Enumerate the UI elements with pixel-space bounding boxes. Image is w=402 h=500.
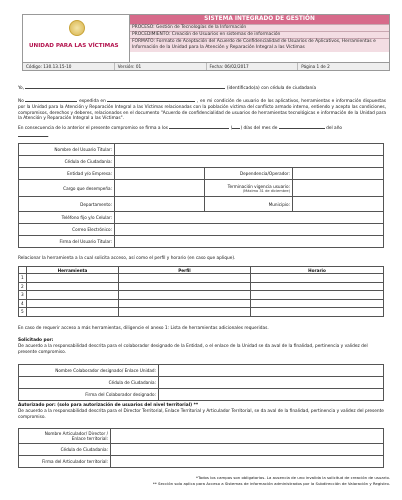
position-label: Cargo que desempeña: [19,180,115,197]
issued-label: expedida en [79,99,106,104]
tool-cell[interactable] [27,299,119,308]
collaborator-signature-label: Firma del Colaborador designado: [19,389,159,401]
articulator-id-field[interactable] [111,444,384,456]
requested-table [18,364,384,401]
articulator-name-label-1: Nombre Articulador/ Director / [44,431,108,436]
user-signature-field[interactable] [115,236,384,248]
phone-label: Teléfono fijo y/o Celular: [19,212,115,224]
footnote-1: *Todos los campos son obligatorios. La ausencia de uno invalida la solicitud de creación de usuario. [196,475,390,480]
schedule-cell[interactable] [251,291,384,300]
tools-table [18,266,384,317]
id-number-blank[interactable] [25,97,77,102]
tools-note: En caso de requerir acceso a más herramientas, diligencie el anexo 1: Lista de herramientas adicionales requeridas. [18,326,269,331]
row-number: 5 [19,308,27,317]
tools-header-tool: Herramienta [27,267,119,274]
user-name-label: Nombre del Usuario Titular: [19,144,115,156]
user-name-field[interactable] [115,144,384,156]
signing-paren-open: ( [230,126,233,131]
authorized-text: De acuerdo a la responsabilidad descrita para el Director Territorial, Enlace Territorial y Articulador Territorial, se da aval de la finalidad, pertinencia y validez del presente compromiso. [18,409,384,420]
position-field[interactable] [115,180,205,197]
row-number: 4 [19,299,27,308]
doc-version: Versión: 01 [115,63,207,70]
signing-text-a: En consecuencia de lo anterior el presente compromiso se firma a los [18,126,168,131]
signing-period: . [48,133,50,139]
month-blank[interactable] [279,124,325,129]
collaborator-signature-field[interactable] [159,389,384,401]
signing-text-c: ) días del mes de [240,126,278,131]
table-row [19,308,384,317]
table-row [19,299,384,308]
signing-text-d: del año [326,126,343,131]
profile-cell[interactable] [119,282,251,291]
dependency-label: Dependencia/Operador: [205,168,293,180]
year-blank[interactable] [18,132,48,137]
requested-title: Solicitado por: [18,338,54,343]
tool-cell[interactable] [27,274,119,283]
schedule-cell[interactable] [251,299,384,308]
articulator-name-cell [19,429,111,444]
coat-of-arms-icon [69,20,85,36]
table-row [19,274,384,283]
user-id-field[interactable] [115,156,384,168]
articulator-signature-field[interactable] [111,456,384,468]
profile-cell[interactable] [119,291,251,300]
collaborator-name-label: Nombre Colaborador designado/ Enlace Unidad: [19,365,159,377]
tools-header-schedule: Horario [251,267,384,274]
profile-cell[interactable] [119,299,251,308]
phone-field[interactable] [115,212,384,224]
tool-cell[interactable] [27,291,119,300]
logo [23,15,130,62]
articulator-name-label-2: Enlace territorial: [71,436,108,441]
entity-field[interactable] [115,168,205,180]
municipality-label: Municipio: [205,197,293,212]
collaborator-name-field[interactable] [159,365,384,377]
tool-cell[interactable] [27,308,119,317]
termination-sub: (Máximo 31 de diciembre) [242,188,290,193]
articulator-signature-label: Firma del Articulador territorial: [19,456,111,468]
identified-label: (identificado(a) con cédula de ciudadanía [226,86,317,91]
termination-cell [205,180,293,197]
document-header [22,14,390,71]
tools-header-num [19,267,27,274]
consent-text: , en mi condición de usuario de los aplicativos, herramientas e información dispuestas por la Unidad para la Atención y Reparación Integral a las Víctimas relacionadas con la población víctima del conflicto armado interno, entiendo y acepto las condiciones, compromisos, derechos y deberes, relacionados en el documento "Acuerdo de confidencialidad de usuarios de herramientas tecnológicas e información de la Unidad para la Atención y Reparación Integral a las Víctimas". [18,99,386,122]
collaborator-id-label: Cédula de Ciudadanía: [19,377,159,389]
doc-date: Fecha: 06/02/2017 [207,63,299,70]
municipality-field[interactable] [293,197,384,212]
intro-paragraph [18,97,386,122]
tool-cell[interactable] [27,282,119,291]
process-label: PROCESO: Gestión de Tecnologías de la Información [130,24,389,31]
table-row [19,291,384,300]
profile-cell[interactable] [119,274,251,283]
email-label: Correo Electrónico: [19,224,115,236]
signing-date-line [18,124,386,140]
user-info-table [18,143,384,248]
requested-text: De acuerdo a la responsabilidad descrita para el colaborador designado de la Entidad, o el enlace de la Unidad se da aval de la finalidad, pertinencia y validez del presente compromiso. [18,344,368,355]
schedule-cell[interactable] [251,274,384,283]
days-words-blank[interactable] [169,124,229,129]
email-field[interactable] [115,224,384,236]
intro-line-1 [18,84,386,92]
issued-place-blank[interactable] [107,97,195,102]
row-number: 2 [19,282,27,291]
doc-page: Página 1 de 2 [301,64,330,69]
logo-text: UNIDAD PARA LAS VÍCTIMAS [29,43,119,49]
profile-cell[interactable] [119,308,251,317]
tools-intro: Relacionar la herramienta a la cual solicita acceso, así como el perfil y horario (en caso que aplique). [18,256,236,261]
department-field[interactable] [115,197,205,212]
authorized-title: Autorizado por: (solo para autorización de usuarios del nivel territorial) ** [18,403,199,408]
row-number: 1 [19,274,27,283]
doc-code: Código: 130.13.15-10 [23,63,115,70]
user-id-label: Cédula de Ciudadanía: [19,156,115,168]
name-blank[interactable] [25,84,225,89]
tools-header-profile: Perfil [119,267,251,274]
termination-label: Terminación vigencia usuario: [227,183,290,189]
footnote-2: ** Sección solo aplica para Acceso a Sistemas de información administrados por la Subdirección de Valoración y Registro. [152,481,390,486]
table-row [19,282,384,291]
schedule-cell[interactable] [251,282,384,291]
department-label: Departamento: [19,197,115,212]
termination-field[interactable] [293,180,384,197]
yo-label: Yo, [18,86,25,91]
user-signature-label: Firma del Usuario Titular: [19,236,115,248]
collaborator-id-field[interactable] [159,377,384,389]
header-meta [23,62,389,70]
dependency-field[interactable] [293,168,384,180]
articulator-id-label: Cédula de Ciudadanía: [19,444,111,456]
entity-label: Entidad y/o Empresa: [19,168,115,180]
format-label: FORMATO: Formato de Aceptación del Acuerdo de Confidencialidad de Usuarios de Aplicativos, Herramientas e Información de la Unidad para la Atención y Reparación Integral a las Víctimas [130,38,389,52]
system-title: SISTEMA INTEGRADO DE GESTIÓN [130,15,389,24]
schedule-cell[interactable] [251,308,384,317]
articulator-name-field[interactable] [111,429,384,444]
row-number: 3 [19,291,27,300]
authorized-table [18,428,384,468]
procedure-label: PROCEDIMIENTO: Creación de Usuarios en sistemas de información [130,31,389,38]
no-label: No [18,99,24,104]
